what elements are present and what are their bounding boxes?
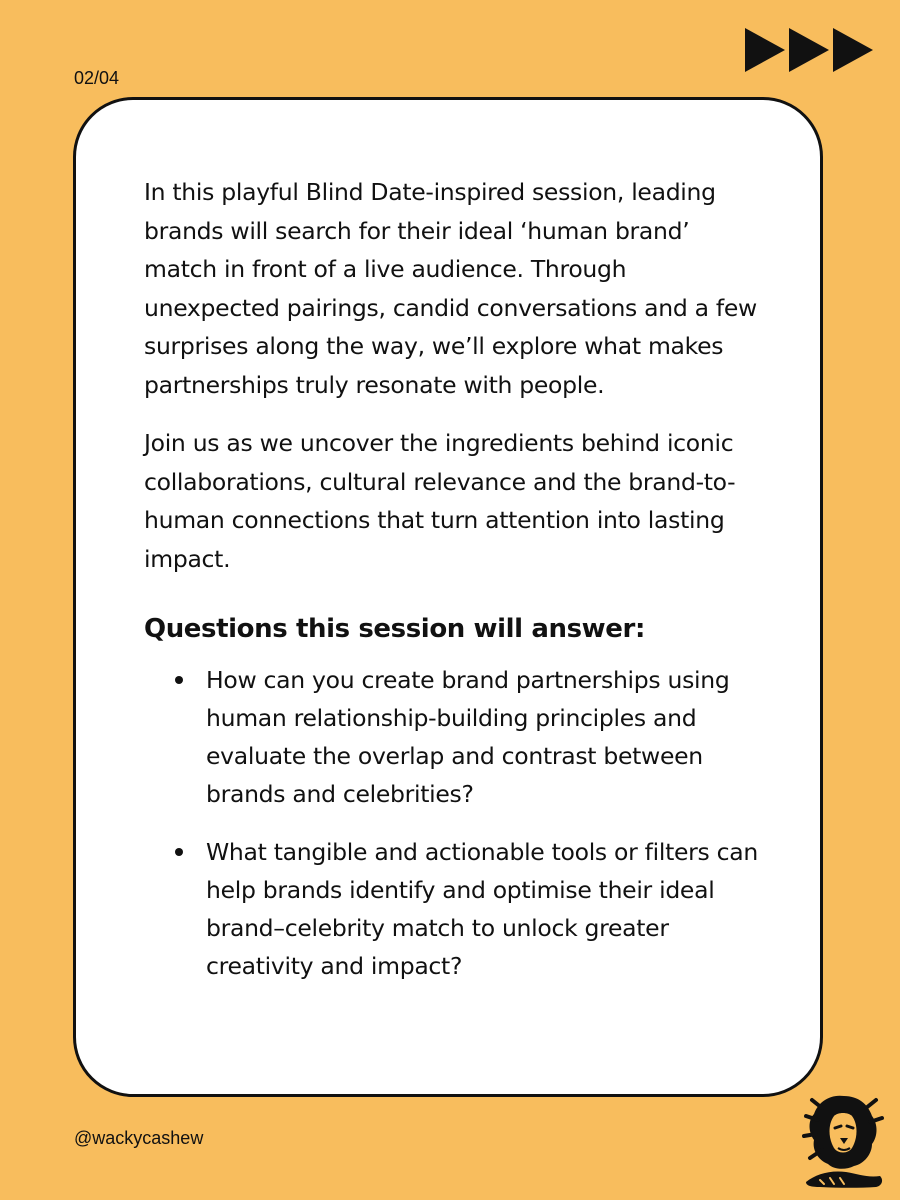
intro-paragraph: In this playful Blind Date-inspired session, leading brands will search for their ideal ‘human brand’ match in front of a live audience. Through unexpected pairings, candid conversations and a few surprises along the way, we’ll explore what makes partnerships truly resonate with people.	[144, 178, 757, 399]
questions-heading: Questions this session will answer:	[144, 614, 645, 644]
content-card	[73, 97, 823, 1097]
second-paragraph: Join us as we uncover the ingredients behind iconic collaborations, cultural relevance and the brand-to-human connections that turn attention into lasting impact.	[144, 429, 736, 573]
lion-logo-icon	[800, 1090, 888, 1190]
question-item	[144, 661, 764, 813]
page-indicator: 02/04	[74, 68, 120, 88]
card-content	[144, 173, 764, 1005]
question-item	[144, 833, 764, 985]
bullet-icon	[175, 676, 183, 684]
question-text: How can you create brand partnerships using human relationship-building principles and evaluate the overlap and contrast between brands and celebrities?	[206, 666, 730, 808]
question-text: What tangible and actionable tools or filters can help brands identify and optimise their ideal brand–celebrity match to unlock greater creativity and impact?	[206, 838, 758, 980]
question-list	[144, 661, 764, 985]
bullet-icon	[175, 848, 183, 856]
triple-play-arrow-icon[interactable]	[745, 28, 873, 72]
social-handle: @wackycashew	[74, 1128, 204, 1148]
